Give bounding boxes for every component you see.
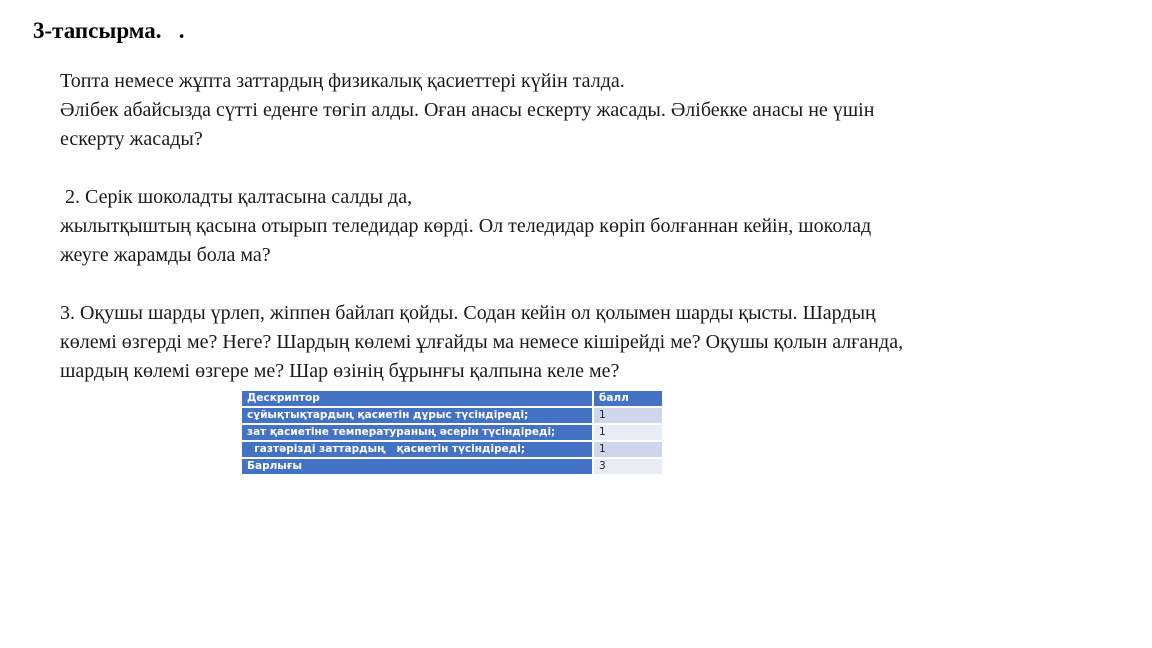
rubric-header-descriptor: Дескриптор xyxy=(242,391,593,407)
paragraph-gap xyxy=(60,270,1120,299)
rubric-descriptor: зат қасиетіне температураның әсерін түсіндіреді; xyxy=(242,424,593,441)
task-body xyxy=(60,67,1120,386)
rubric-table xyxy=(242,391,662,476)
rubric-descriptor: газтәрізді заттардың қасиетін түсіндіреді; xyxy=(242,441,593,458)
rubric-total-score: 3 xyxy=(593,458,662,475)
task-title: 3-тапсырма. . xyxy=(33,18,185,43)
question-1 xyxy=(60,67,1120,154)
rubric-score: 1 xyxy=(593,441,662,458)
table-row-total xyxy=(242,458,662,475)
question-3-line-1: 3. Оқушы шарды үрлеп, жіппен байлап қойды. Содан кейін ол қолымен шарды қысты. Шардың xyxy=(60,302,876,324)
question-3 xyxy=(60,299,1120,386)
question-3-line-2: көлемі өзгерді ме? Неге? Шардың көлемі ұлғайды ма немесе кішірейді ме? Оқушы қолын алғанда, xyxy=(60,331,904,353)
rubric-header-row xyxy=(242,391,662,407)
question-1-line-1: Топта немесе жұпта заттардың физикалық қасиеттері күйін талда. xyxy=(60,70,625,92)
rubric-total-label: Барлығы xyxy=(242,458,593,475)
question-2-line-2: жылытқыштың қасына отырып теледидар көрді. Ол теледидар көріп болғаннан кейін, шоколад xyxy=(60,215,872,237)
rubric-header-score: балл xyxy=(593,391,662,407)
question-2-line-1: 2. Серік шоколадты қалтасына салды да, xyxy=(60,186,413,208)
table-row xyxy=(242,441,662,458)
question-1-line-3: ескерту жасады? xyxy=(60,128,203,150)
paragraph-gap xyxy=(60,154,1120,183)
question-2-line-3: жеуге жарамды бола ма? xyxy=(60,244,271,266)
table-row xyxy=(242,407,662,424)
question-2 xyxy=(60,183,1120,270)
rubric-score: 1 xyxy=(593,424,662,441)
rubric-score: 1 xyxy=(593,407,662,424)
table-row xyxy=(242,424,662,441)
question-3-line-3: шардың көлемі өзгере ме? Шар өзінің бұрынғы қалпына келе ме? xyxy=(60,360,620,382)
rubric-descriptor: сұйықтықтардың қасиетін дұрыс түсіндіреді; xyxy=(242,407,593,424)
question-1-line-2: Әлібек абайсызда сүтті еденге төгіп алды. Оған анасы ескерту жасады. Әлібекке анасы не үшін xyxy=(60,99,875,121)
